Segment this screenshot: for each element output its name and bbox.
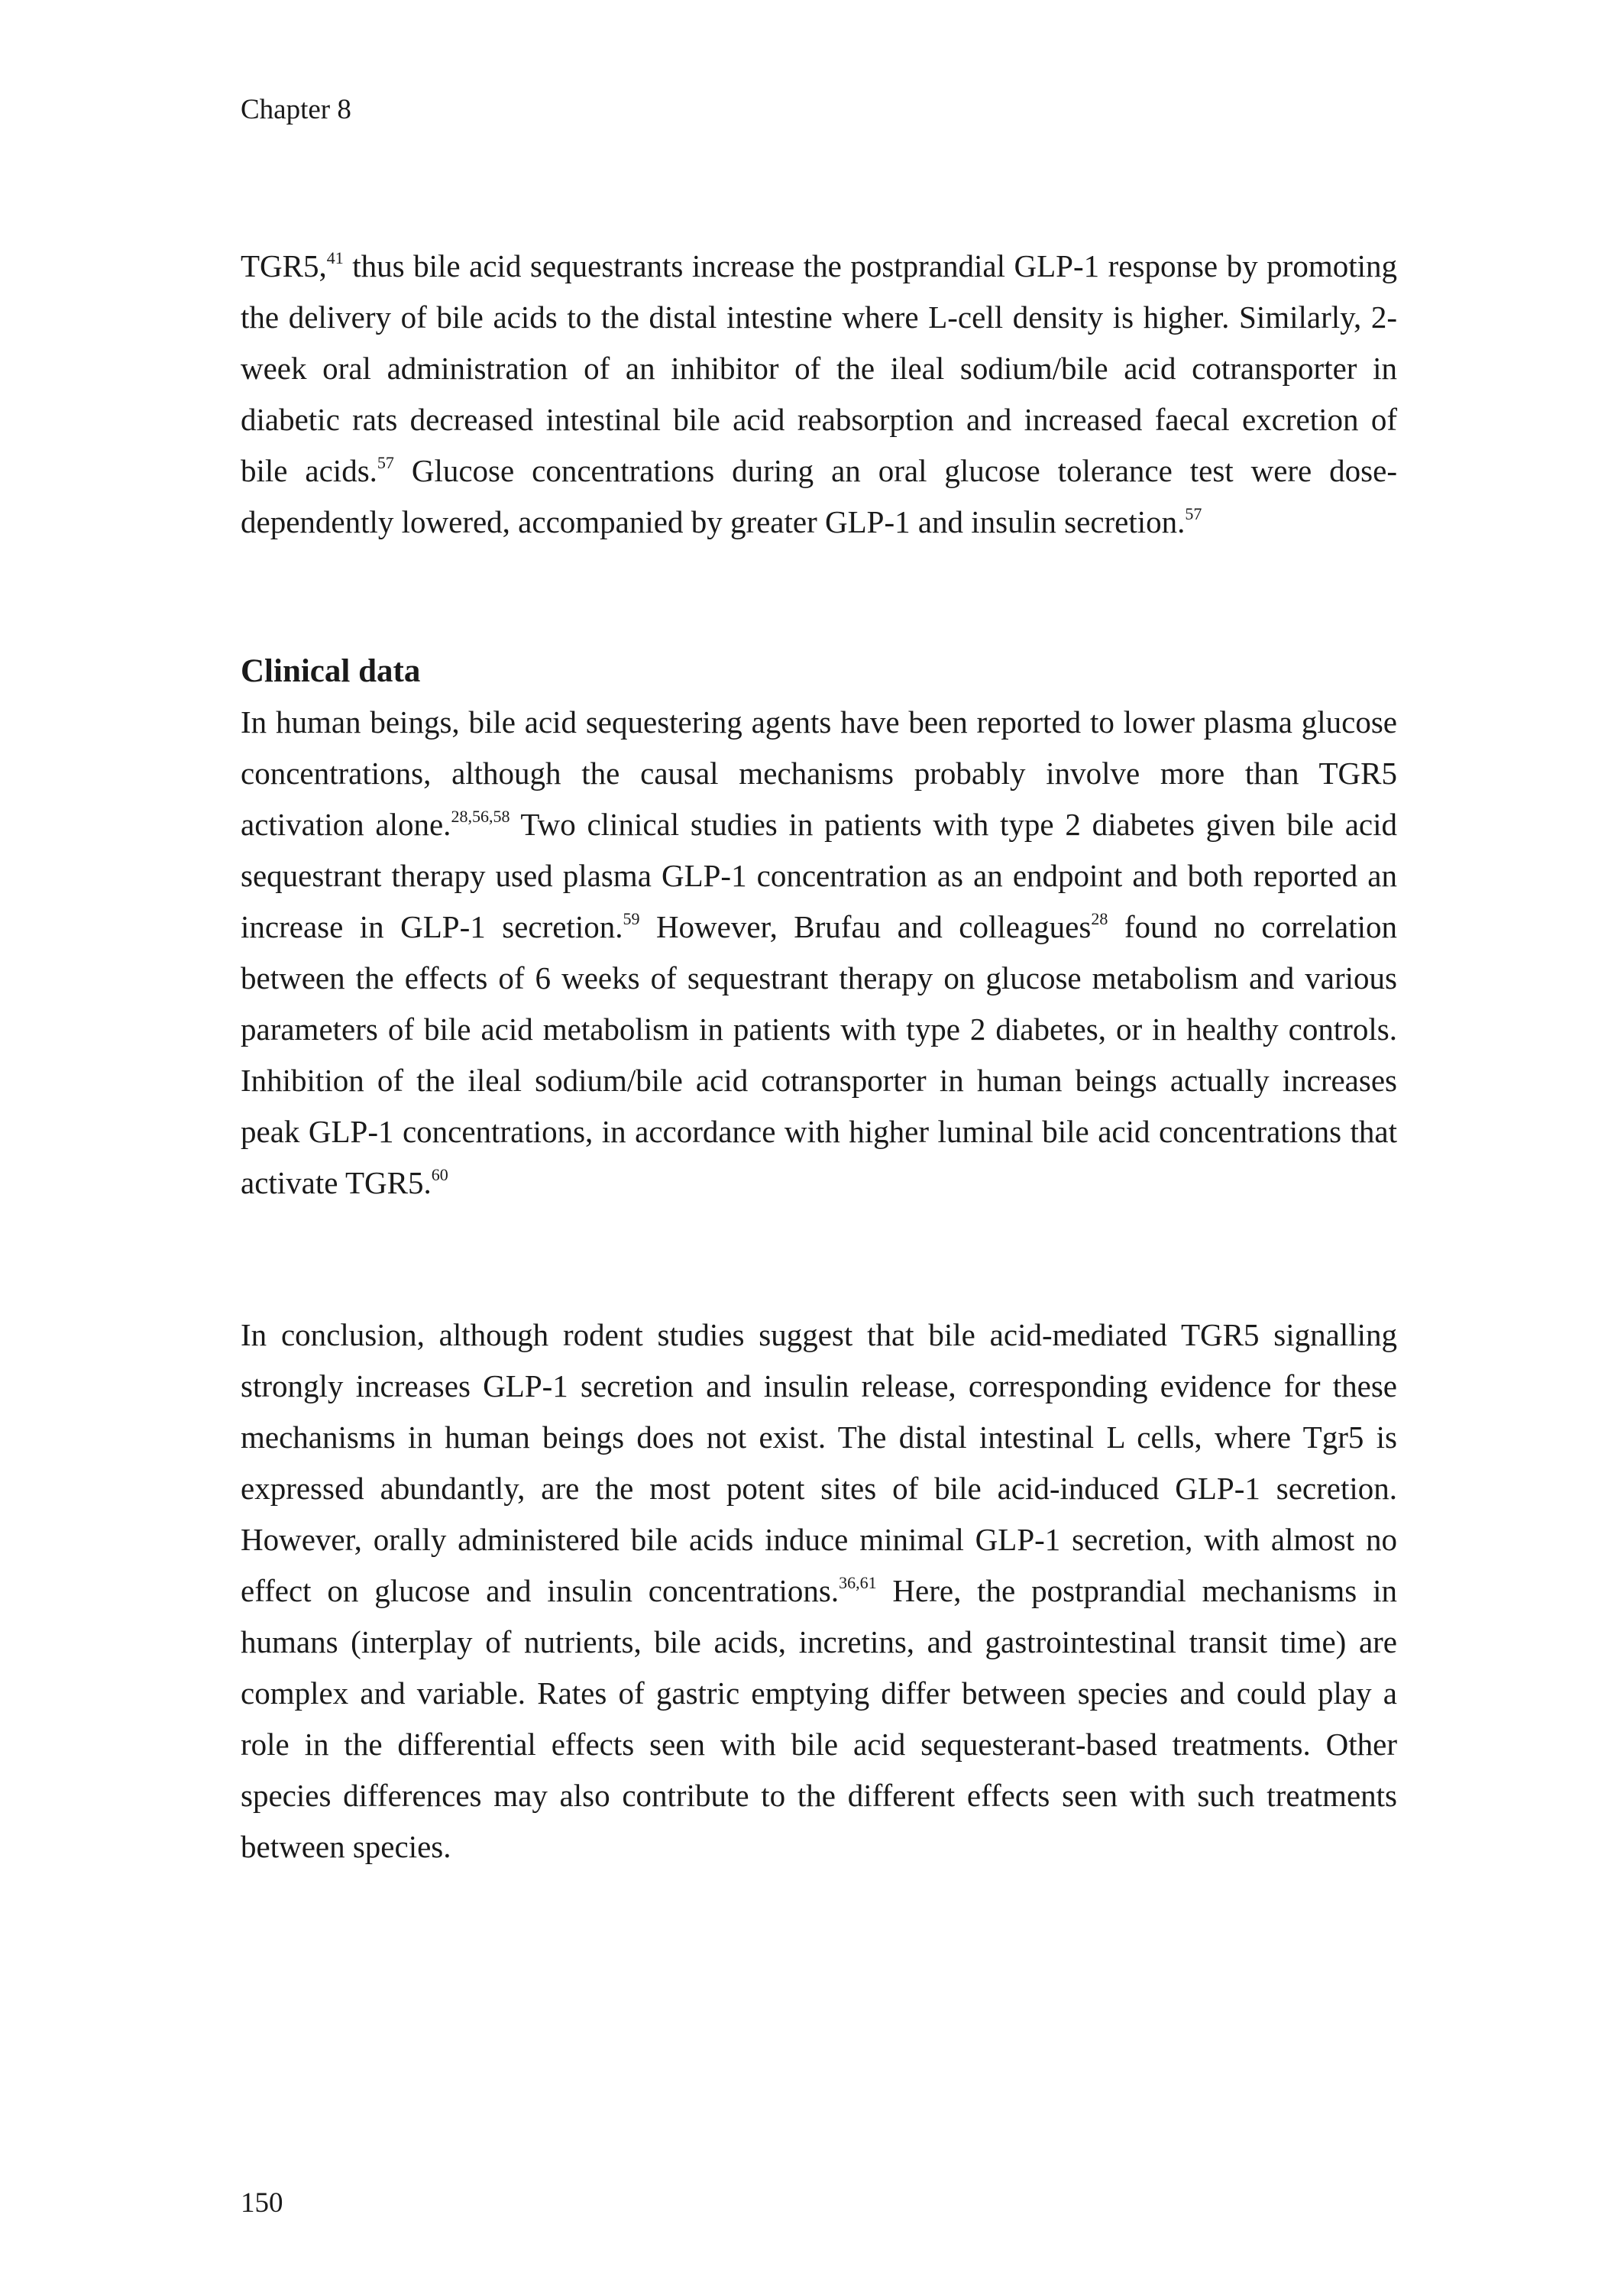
citation: 57 (377, 453, 394, 472)
paragraph-1 (241, 241, 1397, 548)
citation: 28,56,58 (451, 807, 510, 826)
paragraph-3 (241, 1309, 1397, 1873)
page-number: 150 (241, 2187, 283, 2219)
text: Here, the postprandial mechanisms in humans (interplay of nutrients, bile acids, incretins, and gastrointestinal transit time) are complex and variable. Rates of gastric emptying differ between species and could play a role in the differential effects seen with bile acid sequesterant-based treatments. Other species differences may also contribute to the different effects seen with such treatments between species. (241, 1573, 1397, 1864)
text: However, Brufau and colleagues (639, 909, 1092, 944)
text: In conclusion, although rodent studies suggest that bile acid-mediated TGR5 signalling strongly increases GLP-1 secretion and insulin release, corresponding evidence for these mechanisms in human beings does not exist. The distal intestinal L cells, where Tgr5 is expressed abundantly, are the most potent sites of bile acid-induced GLP-1 secretion. However, orally administered bile acids induce minimal GLP-1 secretion, with almost no effect on glucose and insulin concentrations. (241, 1317, 1397, 1608)
citation: 59 (623, 909, 640, 928)
text: thus bile acid sequestrants increase the postprandial GLP-1 response by promoting the delivery of bile acids to the distal intestine where L-cell density is higher. Similarly, 2-week oral administration of an inhibitor of the ileal sodium/bile acid cotransporter in diabetic rats decreased intestinal bile acid reabsorption and increased faecal excretion of bile acids. (241, 248, 1397, 488)
citation: 57 (1185, 504, 1202, 523)
text: TGR5, (241, 248, 327, 283)
text: Glucose concentrations during an oral glucose tolerance test were dose-dependently lowered, accompanied by greater GLP-1 and insulin secretion. (241, 453, 1397, 539)
citation: 28 (1091, 909, 1108, 928)
text: In human beings, bile acid sequestering agents have been reported to lower plasma glucose concentrations, although the causal mechanisms probably involve more than TGR5 activation alone. (241, 704, 1397, 842)
section-heading: Clinical data (241, 653, 421, 689)
text: Two clinical studies in patients with type 2 diabetes given bile acid sequestrant therapy used plasma GLP-1 concentration as an endpoint and both reported an increase in GLP-1 secretion. (241, 807, 1397, 944)
citation: 36,61 (839, 1573, 877, 1592)
paragraph-2 (241, 697, 1397, 1209)
section-heading-block (241, 646, 1397, 697)
running-head: Chapter 8 (241, 94, 351, 125)
text: found no correlation between the effects of 6 weeks of sequestrant therapy on glucose metabolism and various parameters of bile acid metabolism in patients with type 2 diabetes, or in healthy controls. Inhibition of the ileal sodium/bile acid cotransporter in human beings actually increases peak GLP-1 concentrations, in accordance with higher luminal bile acid concentrations that activate TGR5. (241, 909, 1398, 1200)
citation: 60 (431, 1165, 448, 1184)
citation: 41 (326, 248, 344, 267)
